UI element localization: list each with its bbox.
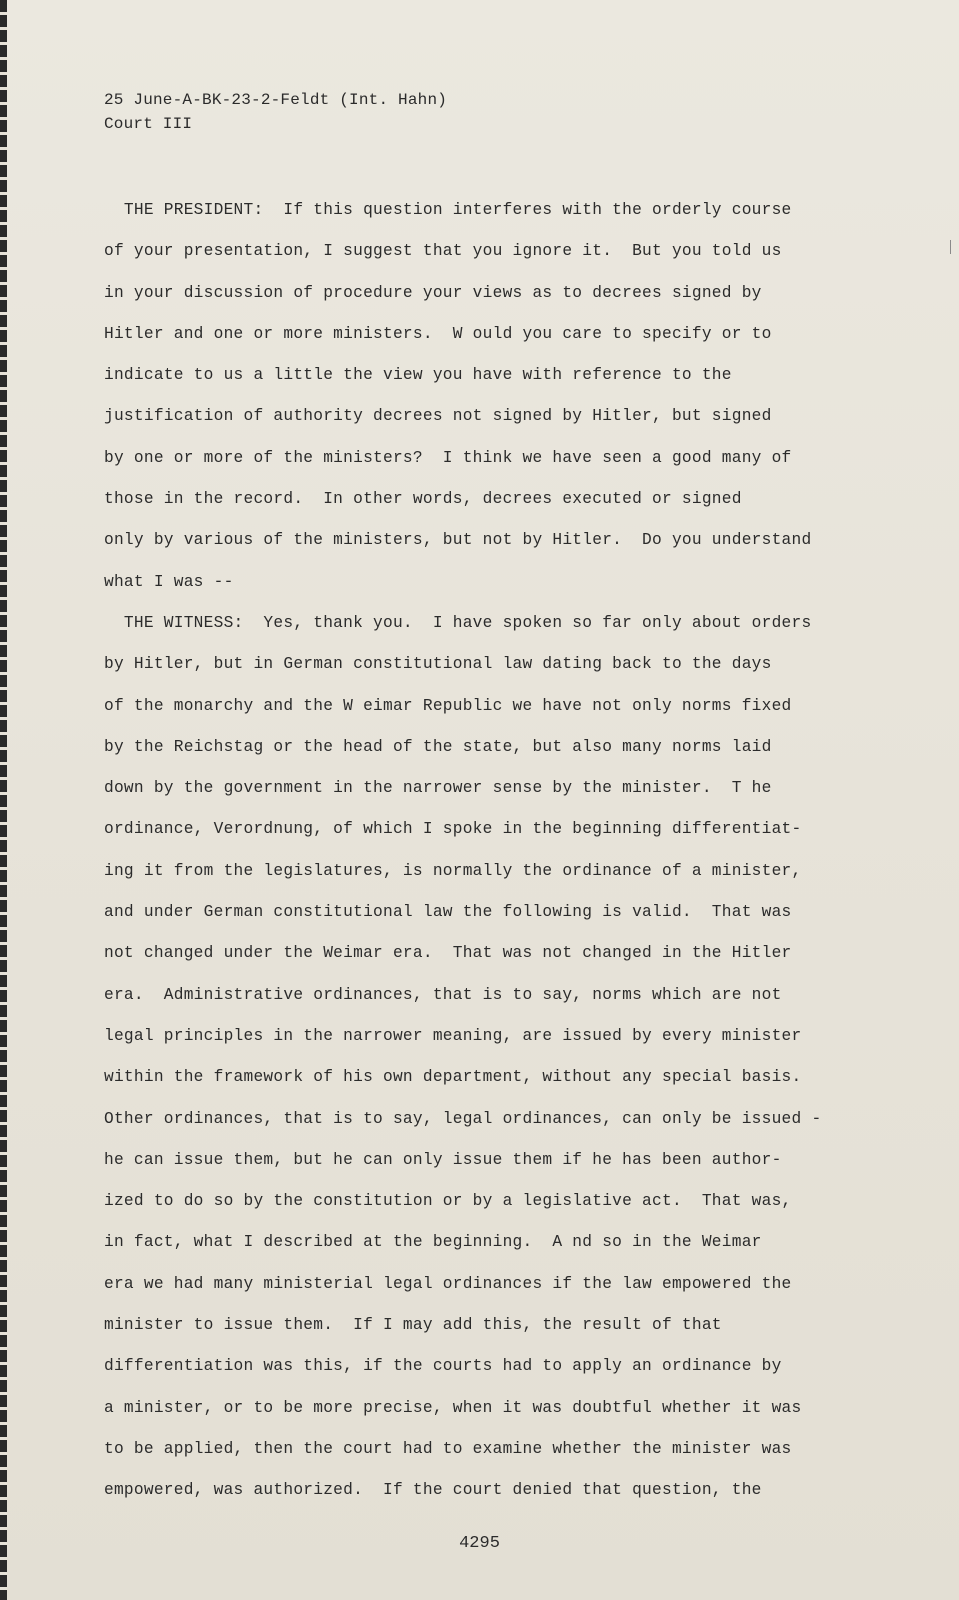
transcript-line: Other ordinances, that is to say, legal ordinances, can only be issued - (104, 1109, 822, 1128)
transcript-line: THE PRESIDENT: If this question interferes with the orderly course (104, 201, 792, 219)
transcript-line: by the Reichstag or the head of the state, but also many norms laid (104, 737, 772, 756)
transcript-line: what I was -- (104, 572, 234, 591)
transcript-line: era. Administrative ordinances, that is to say, norms which are not (104, 985, 782, 1004)
transcript-line: to be applied, then the court had to examine whether the minister was (104, 1439, 792, 1458)
transcript-line: only by various of the ministers, but not by Hitler. Do you understand (104, 531, 812, 550)
transcript-line: indicate to us a little the view you have with reference to the (104, 366, 732, 385)
transcript-line: within the framework of his own department, without any special basis. (104, 1068, 802, 1087)
header-line-2: Court III (104, 115, 193, 133)
transcript-line: differentiation was this, if the courts had to apply an ordinance by (104, 1357, 782, 1376)
binding-edge (0, 0, 7, 1600)
transcript-line: a minister, or to be more precise, when it was doubtful whether it was (104, 1398, 802, 1417)
transcript-line: Hitler and one or more ministers. W ould you care to specify or to (104, 324, 772, 343)
transcript-line: not changed under the Weimar era. That was not changed in the Hitler (104, 944, 792, 963)
transcript-line: ized to do so by the constitution or by a legislative act. That was, (104, 1192, 792, 1211)
transcript-line: legal principles in the narrower meaning, are issued by every minister (104, 1026, 802, 1045)
transcript-line: and under German constitutional law the following is valid. That was (104, 903, 792, 922)
transcript-line: in fact, what I described at the beginning. A nd so in the Weimar (104, 1233, 762, 1252)
document-header (104, 88, 447, 136)
transcript-line: he can issue them, but he can only issue them if he has been author- (104, 1150, 782, 1169)
transcript-line: minister to issue them. If I may add this, the result of that (104, 1316, 722, 1335)
margin-mark (950, 240, 951, 254)
transcript-line: THE WITNESS: Yes, thank you. I have spoken so far only about orders (104, 613, 812, 632)
transcript-line: by one or more of the ministers? I think we have seen a good many of (104, 448, 792, 467)
transcript-line: in your discussion of procedure your views as to decrees signed by (104, 283, 762, 302)
transcript-line: justification of authority decrees not signed by Hitler, but signed (104, 407, 772, 426)
transcript-line: empowered, was authorized. If the court denied that question, the (104, 1481, 762, 1500)
transcript-line: ing it from the legislatures, is normally the ordinance of a minister, (104, 861, 802, 880)
transcript-line: era we had many ministerial legal ordinances if the law empowered the (104, 1274, 792, 1293)
transcript-line: ordinance, Verordnung, of which I spoke in the beginning differentiat- (104, 820, 802, 839)
transcript-line: of your presentation, I suggest that you ignore it. But you told us (104, 242, 782, 261)
page-number: 4295 (459, 1534, 500, 1553)
header-line-1: 25 June-A-BK-23-2-Feldt (Int. Hahn) (104, 91, 448, 109)
transcript-line: of the monarchy and the W eimar Republic we have not only norms fixed (104, 696, 792, 715)
transcript-line: by Hitler, but in German constitutional law dating back to the days (104, 655, 772, 674)
transcript-line: those in the record. In other words, decrees executed or signed (104, 490, 742, 509)
transcript-body (104, 190, 844, 1512)
transcript-line: down by the government in the narrower sense by the minister. T he (104, 779, 772, 798)
